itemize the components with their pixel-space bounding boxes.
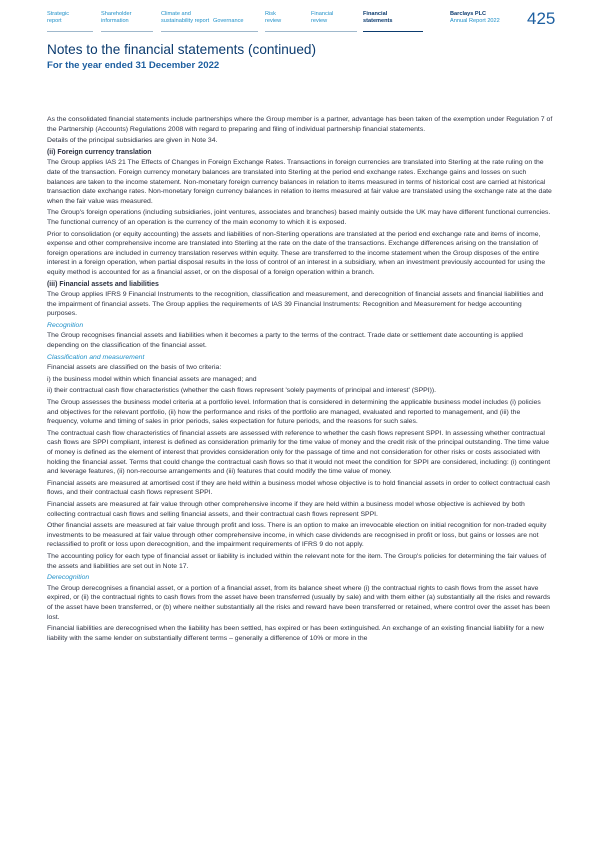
nav-shareholder-information[interactable] [101,11,131,25]
nav-divider [311,31,357,32]
nav-financial-statements[interactable] [363,11,393,25]
paragraph: Other financial assets are measured at fair value through profit and loss. There is an option to make an irrevocable election on initial recognition for non-traded equity investments to be measured at fair value through other comprehensive income, in which case dividends are recognised in profit or loss, but gains or losses are not reclassified to profit or loss upon derecognition, and the impairment requirements of IFRS 9 do not apply. [47,522,547,549]
paragraph: Financial assets are classified on the basis of two criteria: [47,364,222,372]
page-title: Notes to the financial statements (continued) [47,42,317,57]
nav-strategic-report[interactable] [47,11,69,25]
section-heading-foreign-currency: (ii) Foreign currency translation [47,148,152,156]
nav-label-line2: review [311,18,328,24]
company-name: Barclays PLC [450,11,487,17]
paragraph: The contractual cash flow characteristics of financial assets are assessed with reference to whether the cash flows represent SPPI. In assessing whether contractual cash flows are SPPI compliant, interest is defined as consideration primarily for the time value of money and the credit risk of the principal outstanding. The time value of money is defined as the element of interest that provides consideration only for the passage of time and not consideration for other risks or costs associated with holding the financial asset. Terms that could change the contractual cash flows so that it would not meet the condition for SPPI are considered, including: (i) contingent and leverage features, (ii) non-recourse arrangements and (iii) features that could modify the time value of money. [47,429,551,476]
subheading-recognition: Recognition [47,321,84,329]
nav-label-line1: Shareholder [101,11,132,17]
paragraph: Prior to consolidation (or equity accounting) the assets and liabilities of non-Sterling operations are translated at the period end exchange rate and items of income, expense and other comprehensive income are translated into Sterling at the rate on the date of the transactions. Exchange differences arising on the translation of foreign operations are included in currency translation reserves within equity. These are transferred to the income statement when the Group disposes of the entire interest in a foreign operation, when partial disposal results in the loss of control of an interest in a subsidiary, when an investment previously accounted for using the equity method is accounted for as a financial asset, or on the disposal of a foreign operation within a branch. [47,230,546,276]
nav-label-line1: Financial [311,11,334,17]
page-subtitle: For the year ended 31 December 2022 [47,60,220,71]
paragraph: The Group applies IFRS 9 Financial Instruments to the recognition, classification and measurement, and derecognition of financial assets and financial liabilities and the impairment of financial assets. The Group applies the requirements of IAS 39 Financial Instruments: Recognition and Measurement for hedge accounting purposes. [47,291,544,318]
paragraph: The Group derecognises a financial asset, or a portion of a financial asset, from its balance sheet where (i) the contractual rights to cash flows from the asset have expired, or (ii) the contractual rights to cash flows from the asset have been transferred (usually by sale) and with them either (a) substantially all the risks and rewards of the asset have been transferred, or (b) where neither substantially all the risks and reward have been transferred or retained, where control over the asset has been lost. [47,584,551,621]
paragraph: The Group assesses the business model criteria at a portfolio level. Information that is considered in determining the applicable business model includes (i) policies and objectives for the relevant portfolio, (ii) how the performance and risks of the portfolio are managed, evaluated and reported to management, and (iii) the frequency, volume and timing of sales in prior periods, sales expectation for future periods, and the reasons for such sales. [47,399,541,426]
nav-divider [47,31,93,32]
paragraph: Details of the principal subsidiaries are given in Note 34. [47,137,218,145]
nav-governance[interactable] [213,18,243,25]
paragraph: As the consolidated financial statements include partnerships where the Group member is a partner, advantage has been taken of the exemption under Regulation 7 of the Partnership (Accounts) Regulations 2008 with regard to preparing and filing of individual partnership financial statements. [47,116,553,133]
nav-divider [213,31,258,32]
nav-label-line2: sustainability report [161,18,210,24]
nav-divider [265,31,311,32]
nav-label-line1: Risk [265,11,276,17]
notes-body [47,115,553,645]
paragraph: Financial assets are measured at amortised cost if they are held within a business model whose objective is to hold financial assets in order to collect contractual cash flows, and their contractual cash flows represent SPPI. [47,479,550,497]
nav-label-line1: Climate and [161,11,191,17]
criteria-item: i) the business model within which financial assets are managed; and [47,375,257,383]
subheading-derecognition: Derecognition [47,574,90,582]
report-name: Annual Report 2022 [450,18,500,24]
nav-label-line2: statements [363,18,393,24]
paragraph: The Group's foreign operations (including subsidiaries, joint ventures, associates and branches) based mainly outside the UK may have different functional currencies. The functional currency of an operation is the currency of the main economy to which it is exposed. [47,209,551,226]
nav-label-line2: information [101,18,129,24]
nav-financial-review[interactable] [311,11,333,25]
subheading-classification: Classification and measurement [47,353,145,361]
nav-risk-review[interactable] [265,11,281,25]
nav-divider [161,31,213,32]
nav-label-line1: Strategic [47,11,70,17]
nav-climate-sustainability-report[interactable] [161,11,209,25]
nav-divider [101,31,153,32]
nav-divider-active [363,31,423,32]
criteria-item: ii) their contractual cash flow characteristics (whether the cash flows represent 'solely payments of principal and interest' (SPPI)). [47,387,437,395]
section-heading-financial-assets: (iii) Financial assets and liabilities [47,280,159,288]
paragraph: The accounting policy for each type of financial asset or liability is included within the relevant note for the item. The Group's policies for determining the fair values of the assets and liabilities are set out in Note 17. [47,552,547,570]
paragraph: The Group applies IAS 21 The Effects of Changes in Foreign Exchange Rates. Transactions in foreign currencies are translated into Sterling at the rate ruling on the date of the transaction. Foreign currency monetary balances are translated into Sterling at the period end exchange rates. Exchange gains and losses on such balances are taken to the income statement. Non-monetary foreign currency balances in relation to items measured in terms of historical cost are carried at historical transaction date exchange rates. Non-monetary foreign currency balances in relation to items measured at fair value are translated using the exchange rate at the date when the fair value was measured. [47,159,552,205]
page-number: 425 [527,9,556,28]
nav-label-line1: Financial [363,11,388,17]
paragraph: Financial liabilities are derecognised when the liability has been settled, has expired or has been extinguished. An exchange of an existing financial liability for a new liability with the same lender on substantially different terms – generally a difference of 10% or more in the [47,625,544,642]
nav-label-line2: review [265,18,282,24]
paragraph: The Group recognises financial assets and liabilities when it becomes a party to the terms of the contract. Trade date or settlement date accounting is applied depending on the classification of the financial asset. [47,332,523,350]
nav-label-line2: report [47,18,62,24]
nav-label-line1: Governance [213,18,244,24]
brand-block [450,11,500,25]
paragraph: Financial assets are measured at fair value through other comprehensive income if they are held within a business model whose objective is achieved by both collecting contractual cash flows and selling financial assets, and their contractual cash flows represent SPPI. [47,500,525,518]
